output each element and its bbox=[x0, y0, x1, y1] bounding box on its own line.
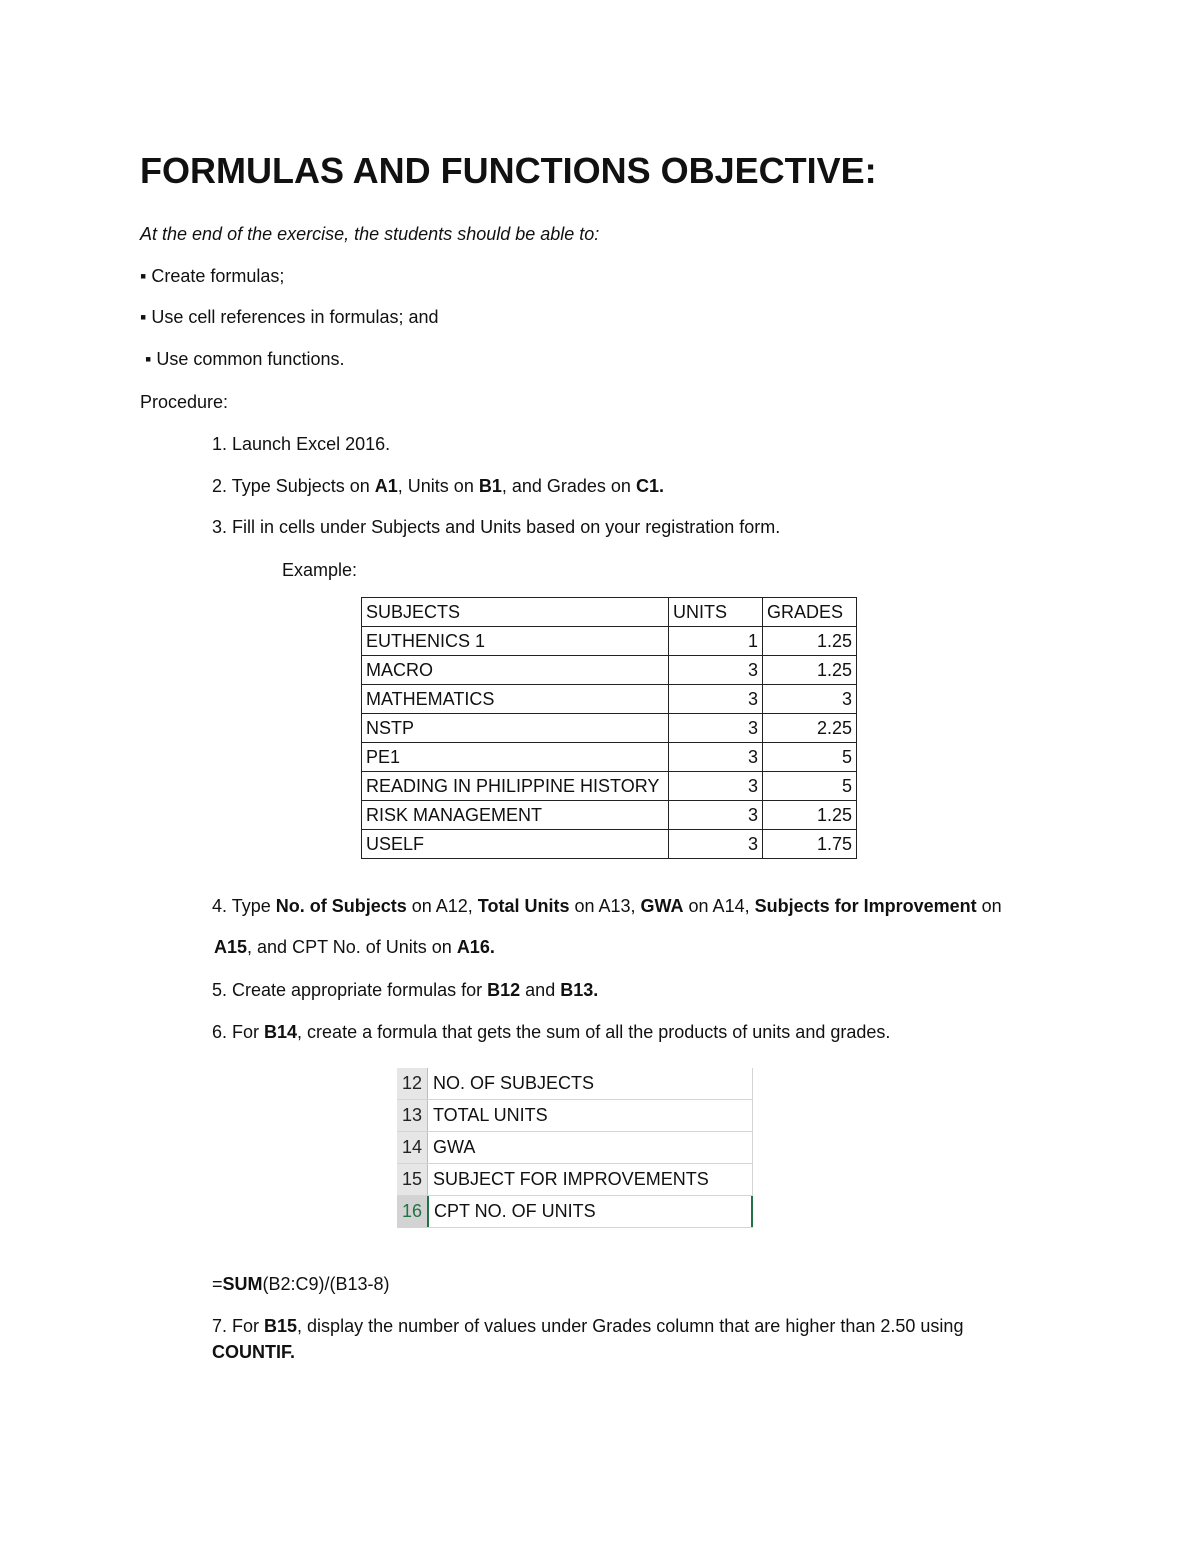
step-5-cell: B13. bbox=[560, 980, 599, 1000]
table-row bbox=[362, 714, 857, 743]
step-4-text: 4. Type bbox=[212, 896, 276, 916]
table-row bbox=[362, 743, 857, 772]
excel-cell: CPT NO. OF UNITS bbox=[429, 1196, 753, 1227]
step-3: 3. Fill in cells under Subjects and Units based on your registration form. bbox=[212, 517, 781, 537]
example-table-header-cell: GRADES bbox=[763, 598, 857, 627]
example-table-header bbox=[362, 598, 857, 627]
step-5 bbox=[212, 980, 598, 1001]
formula-function: SUM bbox=[222, 1274, 263, 1294]
table-row bbox=[362, 656, 857, 685]
step-2-cell: C1. bbox=[635, 476, 664, 496]
excel-row bbox=[397, 1132, 753, 1164]
step-2-cell: B1 bbox=[478, 476, 502, 496]
step-7-function: COUNTIF. bbox=[212, 1342, 295, 1362]
step-4-text: on A14, bbox=[683, 896, 755, 916]
step-4-term: Subjects for Improvement bbox=[754, 896, 977, 916]
step-4-continued bbox=[214, 937, 495, 958]
row-number: 15 bbox=[397, 1164, 428, 1195]
table-cell: READING IN PHILIPPINE HISTORY bbox=[362, 772, 669, 801]
example-table-header-cell: SUBJECTS bbox=[362, 598, 669, 627]
table-cell: 3 bbox=[669, 743, 763, 772]
step-7-continued bbox=[212, 1342, 295, 1363]
table-cell: 3 bbox=[669, 830, 763, 859]
table-cell: 3 bbox=[669, 801, 763, 830]
step-6-text: , create a formula that gets the sum of all the products of units and grades. bbox=[297, 1022, 891, 1042]
table-cell: 3 bbox=[669, 714, 763, 743]
procedure-label: Procedure: bbox=[140, 392, 229, 412]
step-7-text: , display the number of values under Grades column that are higher than 2.50 using bbox=[297, 1316, 964, 1336]
excel-cell: NO. OF SUBJECTS bbox=[428, 1068, 753, 1099]
table-cell: MATHEMATICS bbox=[362, 685, 669, 714]
row-number: 16 bbox=[397, 1196, 429, 1227]
table-cell: USELF bbox=[362, 830, 669, 859]
example-table-header-cell: UNITS bbox=[669, 598, 763, 627]
objective-item: ▪ Create formulas; bbox=[140, 266, 285, 286]
step-6 bbox=[212, 1022, 890, 1043]
table-row bbox=[362, 627, 857, 656]
step-4-term: Total Units bbox=[477, 896, 570, 916]
table-cell: NSTP bbox=[362, 714, 669, 743]
step-6-text: 6. For bbox=[212, 1022, 265, 1042]
step-7-cell: B15 bbox=[264, 1316, 298, 1336]
table-row bbox=[362, 685, 857, 714]
table-cell: 1.25 bbox=[763, 656, 857, 685]
table-row bbox=[362, 830, 857, 859]
step-2-text: , and Grades on bbox=[501, 476, 636, 496]
step-2 bbox=[212, 476, 664, 497]
step-4 bbox=[212, 896, 1002, 917]
row-number: 12 bbox=[397, 1068, 428, 1099]
step-2-cell: A1 bbox=[374, 476, 398, 496]
excel-snippet bbox=[397, 1068, 753, 1228]
step-4-cell: A16. bbox=[456, 937, 495, 957]
step-4-cell: A15 bbox=[214, 937, 248, 957]
table-cell: 3 bbox=[763, 685, 857, 714]
table-cell: PE1 bbox=[362, 743, 669, 772]
step-5-cell: B12 bbox=[487, 980, 521, 1000]
step-4-text: on A12, bbox=[406, 896, 478, 916]
row-number: 14 bbox=[397, 1132, 428, 1163]
table-row bbox=[362, 772, 857, 801]
example-table bbox=[361, 597, 857, 859]
objective-item: ▪ Use common functions. bbox=[140, 349, 345, 369]
step-2-text: 2. Type Subjects on bbox=[212, 476, 375, 496]
intro-text: At the end of the exercise, the students should be able to: bbox=[140, 224, 600, 244]
formula-example bbox=[212, 1274, 390, 1295]
table-cell: 1.75 bbox=[763, 830, 857, 859]
step-4-term: No. of Subjects bbox=[275, 896, 407, 916]
table-cell: RISK MANAGEMENT bbox=[362, 801, 669, 830]
page-title: FORMULAS AND FUNCTIONS OBJECTIVE: bbox=[140, 150, 877, 191]
step-7-text: 7. For bbox=[212, 1316, 265, 1336]
table-cell: 3 bbox=[669, 685, 763, 714]
step-5-text: 5. Create appropriate formulas for bbox=[212, 980, 488, 1000]
table-cell: MACRO bbox=[362, 656, 669, 685]
step-4-text: on A13, bbox=[569, 896, 641, 916]
table-cell: 3 bbox=[669, 656, 763, 685]
formula-equals: = bbox=[212, 1274, 223, 1294]
excel-row bbox=[397, 1068, 753, 1100]
table-row bbox=[362, 801, 857, 830]
step-4-text: , and CPT No. of Units on bbox=[247, 937, 457, 957]
step-1: 1. Launch Excel 2016. bbox=[212, 434, 391, 454]
step-5-text: and bbox=[520, 980, 561, 1000]
excel-row bbox=[397, 1196, 753, 1228]
table-cell: 1 bbox=[669, 627, 763, 656]
table-cell: 2.25 bbox=[763, 714, 857, 743]
row-number: 13 bbox=[397, 1100, 428, 1131]
table-cell: EUTHENICS 1 bbox=[362, 627, 669, 656]
excel-row bbox=[397, 1100, 753, 1132]
excel-cell: SUBJECT FOR IMPROVEMENTS bbox=[428, 1164, 753, 1195]
excel-cell: TOTAL UNITS bbox=[428, 1100, 753, 1131]
excel-cell: GWA bbox=[428, 1132, 753, 1163]
step-4-term: GWA bbox=[640, 896, 684, 916]
step-6-cell: B14 bbox=[264, 1022, 298, 1042]
table-cell: 1.25 bbox=[763, 801, 857, 830]
example-label: Example: bbox=[282, 560, 358, 580]
table-cell: 3 bbox=[669, 772, 763, 801]
step-7 bbox=[212, 1316, 963, 1337]
step-4-text: on bbox=[976, 896, 1002, 916]
formula-args: (B2:C9)/(B13-8) bbox=[262, 1274, 390, 1294]
step-2-text: , Units on bbox=[397, 476, 479, 496]
table-cell: 1.25 bbox=[763, 627, 857, 656]
objective-item: ▪ Use cell references in formulas; and bbox=[140, 307, 439, 327]
table-cell: 5 bbox=[763, 772, 857, 801]
table-cell: 5 bbox=[763, 743, 857, 772]
excel-row bbox=[397, 1164, 753, 1196]
